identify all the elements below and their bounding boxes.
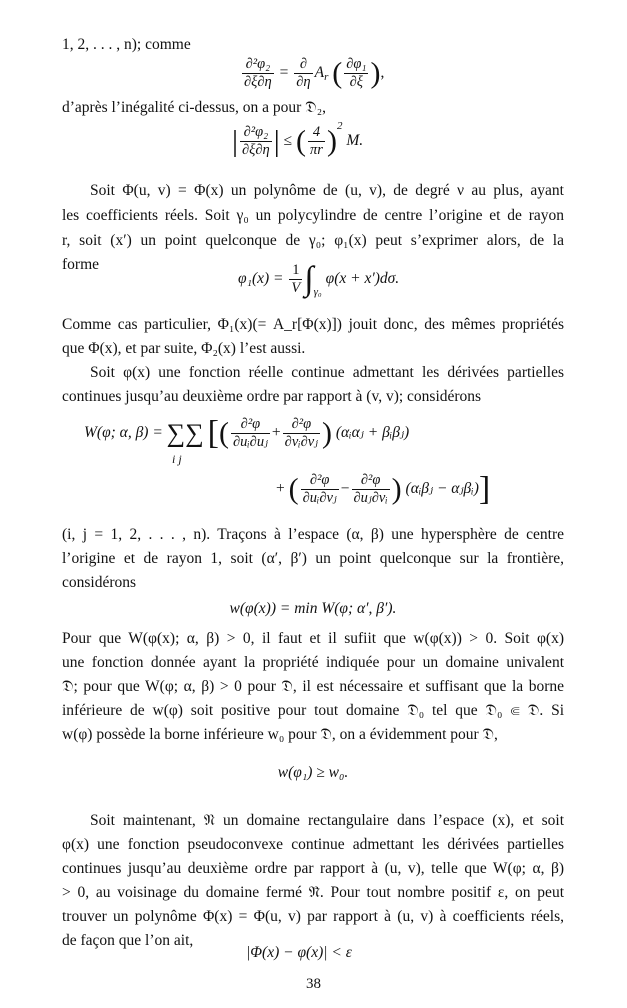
text-line: une fonction donnée ayant la propriété indiquée pour un domaine univalent [62, 654, 564, 671]
math-expression: (αᵢαⱼ + βᵢβⱼ) [335, 424, 410, 442]
text-line: Comme cas particulier, Φ₁(x)(= A_r[Φ(x)]) jouit donc, des mêmes propriétés [62, 316, 564, 333]
subscript: r [324, 71, 329, 84]
text-line: continues jusqu’au deuxième ordre par rapport à (u, v), telle que W(φ; α, β) [62, 860, 564, 877]
equation-4-line-1: W(φ; α, β) = ∑∑ [( $\frac{\text{∂²φ}}{\text{∂uᵢ∂uⱼ}}$ + $\frac{\text{∂²φ}}{\text{∂vᵢ∂vⱼ}}$ ) (αᵢαⱼ + βᵢβⱼ) [84, 414, 410, 452]
numerator: ∂²φ₂ [240, 124, 272, 142]
numerator: ∂²φ [231, 416, 270, 434]
equation-5: w(φ(x)) = min W(φ; α′, β′). [229, 600, 397, 617]
fraction [240, 124, 272, 159]
fraction [289, 262, 302, 297]
math-expression: φ₁(x) = [238, 270, 284, 288]
text-line: (i, j = 1, 2, . . . , n). Traçons à l’espace (α, β) une hypersphère de centre [62, 526, 564, 543]
equation-3 [238, 262, 399, 298]
text-line: d’après l’inégalité ci-dessus, on a pour 𝔇₂, [62, 99, 326, 116]
superscript: 2 [336, 120, 343, 132]
operator-symbol: A [314, 64, 325, 82]
equation-2: | $\frac{\text{∂²φ₂}}{\partial\xi\partial\eta}$ | ≤ ( $\frac{4}{\pi r}$ )$^2$ M. [232, 120, 364, 158]
denominator: ∂vᵢ∂vⱼ [284, 434, 318, 450]
summation-sign: ∑∑ [166, 418, 204, 448]
text-line: 𝔇; pour que W(φ; α, β) > 0 pour 𝔇, il est nécessaire et suffisant que la borne [62, 678, 564, 695]
text-line: w(φ) possède la borne inférieure w₀ pour 𝔇, on a évidemment pour 𝔇, [62, 726, 498, 743]
text-line: continues jusqu’au deuxième ordre par rapport à (v, v); considérons [62, 388, 482, 405]
text-line: de façon que l’on ait, [62, 932, 194, 949]
equation-1: $\frac{\text{∂²φ₂}}{\partial\xi\partial\eta}$ = $\frac{\partial}{\partial\eta}$ $A_r$ ( $\frac{\text{∂φ₁}}{\partial\xi}$ ), [244, 56, 385, 90]
page-number: 38 [306, 976, 321, 992]
numerator: ∂ [294, 56, 312, 74]
numerator: ∂²φ₂ [242, 56, 274, 74]
math-expression: (αᵢβⱼ − αⱼβᵢ) [405, 480, 479, 498]
text-line: Soit φ(x) une fonction réelle continue admettant les dérivées partielles [90, 364, 564, 381]
summation-indices: i j [172, 452, 182, 466]
numerator: ∂²φ [283, 416, 320, 434]
denominator: ∂ξ∂η [244, 74, 272, 90]
numerator: 1 [289, 262, 302, 280]
subscript: γ₀ [313, 286, 322, 299]
equation-4-line-2: + ( $\frac{\text{∂²φ}}{\text{∂uᵢ∂vⱼ}}$ − $\frac{\text{∂²φ}}{\text{∂uⱼ∂vᵢ}}$ ) (αᵢβⱼ − αⱼβᵢ)] [276, 470, 491, 508]
numerator: ∂²φ [301, 472, 339, 490]
text-line: Soit Φ(u, v) = Φ(x) un polynôme de (u, v), de degré ν au plus, ayant [90, 182, 564, 199]
text-line: les coefficients réels. Soit γ₀ un polycylindre de centre l’origine et de rayon [62, 207, 564, 224]
fraction [344, 56, 368, 91]
text-line: inférieure de w(φ) soit positive pour tout domaine 𝔇₀ tel que 𝔇₀ ⋐ 𝔇. Si [62, 702, 564, 719]
numerator: ∂²φ [352, 472, 390, 490]
denominator: ∂η [296, 74, 311, 90]
fraction [308, 124, 325, 159]
fraction [294, 56, 312, 91]
text-line: Soit maintenant, 𝔑 un domaine rectangulaire dans l’espace (x), et soit [90, 812, 564, 829]
text-line: r, soit (x′) un point quelconque de γ₀; φ₁(x) peut s’exprimer alors, de la [62, 232, 564, 249]
denominator: πr [310, 141, 323, 158]
text-line: trouver un polynôme Φ(x) = Φ(u, v) par rapport à (u, v) à coefficients réels, [62, 908, 564, 925]
denominator: V [291, 280, 301, 296]
denominator: ∂ξ∂η [242, 141, 270, 158]
denominator: ∂ξ [349, 74, 364, 90]
equation-6: w(φ₁) ≥ w₀. [277, 764, 349, 781]
fraction [352, 472, 390, 507]
fraction [242, 56, 274, 91]
math-expression: φ(x + x′)dσ. [325, 270, 400, 288]
text-line: que Φ(x), et par suite, Φ₂(x) l’est aussi. [62, 340, 306, 357]
denominator: ∂uᵢ∂uⱼ [232, 434, 268, 450]
text-line: > 0, au voisinage du domaine fermé 𝔑̄. Pour tout nombre positif ε, on peut [62, 884, 564, 901]
text-line: Pour que W(φ(x); α, β) > 0, il faut et il sufiit que w(φ(x)) > 0. Soit φ(x) [62, 630, 564, 647]
text-line: considérons [62, 574, 137, 591]
fraction [231, 416, 270, 451]
math-symbol: M. [346, 132, 364, 149]
denominator: ∂uᵢ∂vⱼ [302, 490, 337, 506]
text-line: 1, 2, . . . , n); comme [62, 36, 191, 53]
denominator: ∂uⱼ∂vᵢ [353, 490, 388, 506]
text-line: forme [62, 256, 100, 273]
fraction [301, 472, 339, 507]
text-line: φ(x) une fonction pseudoconvexe continue admettant les dérivées partielles [62, 836, 564, 853]
integral-sign: ∫ [304, 260, 314, 298]
equation-7: |Φ(x) − φ(x)| < ε [246, 944, 352, 961]
numerator: ∂φ₁ [346, 56, 367, 72]
numerator: 4 [308, 124, 325, 142]
text-line: l’origine et de rayon 1, soit (α′, β′) un point quelconque sur la frontière, [62, 550, 564, 567]
fraction [283, 416, 320, 451]
math-expression: W(φ; α, β) = [84, 424, 163, 442]
